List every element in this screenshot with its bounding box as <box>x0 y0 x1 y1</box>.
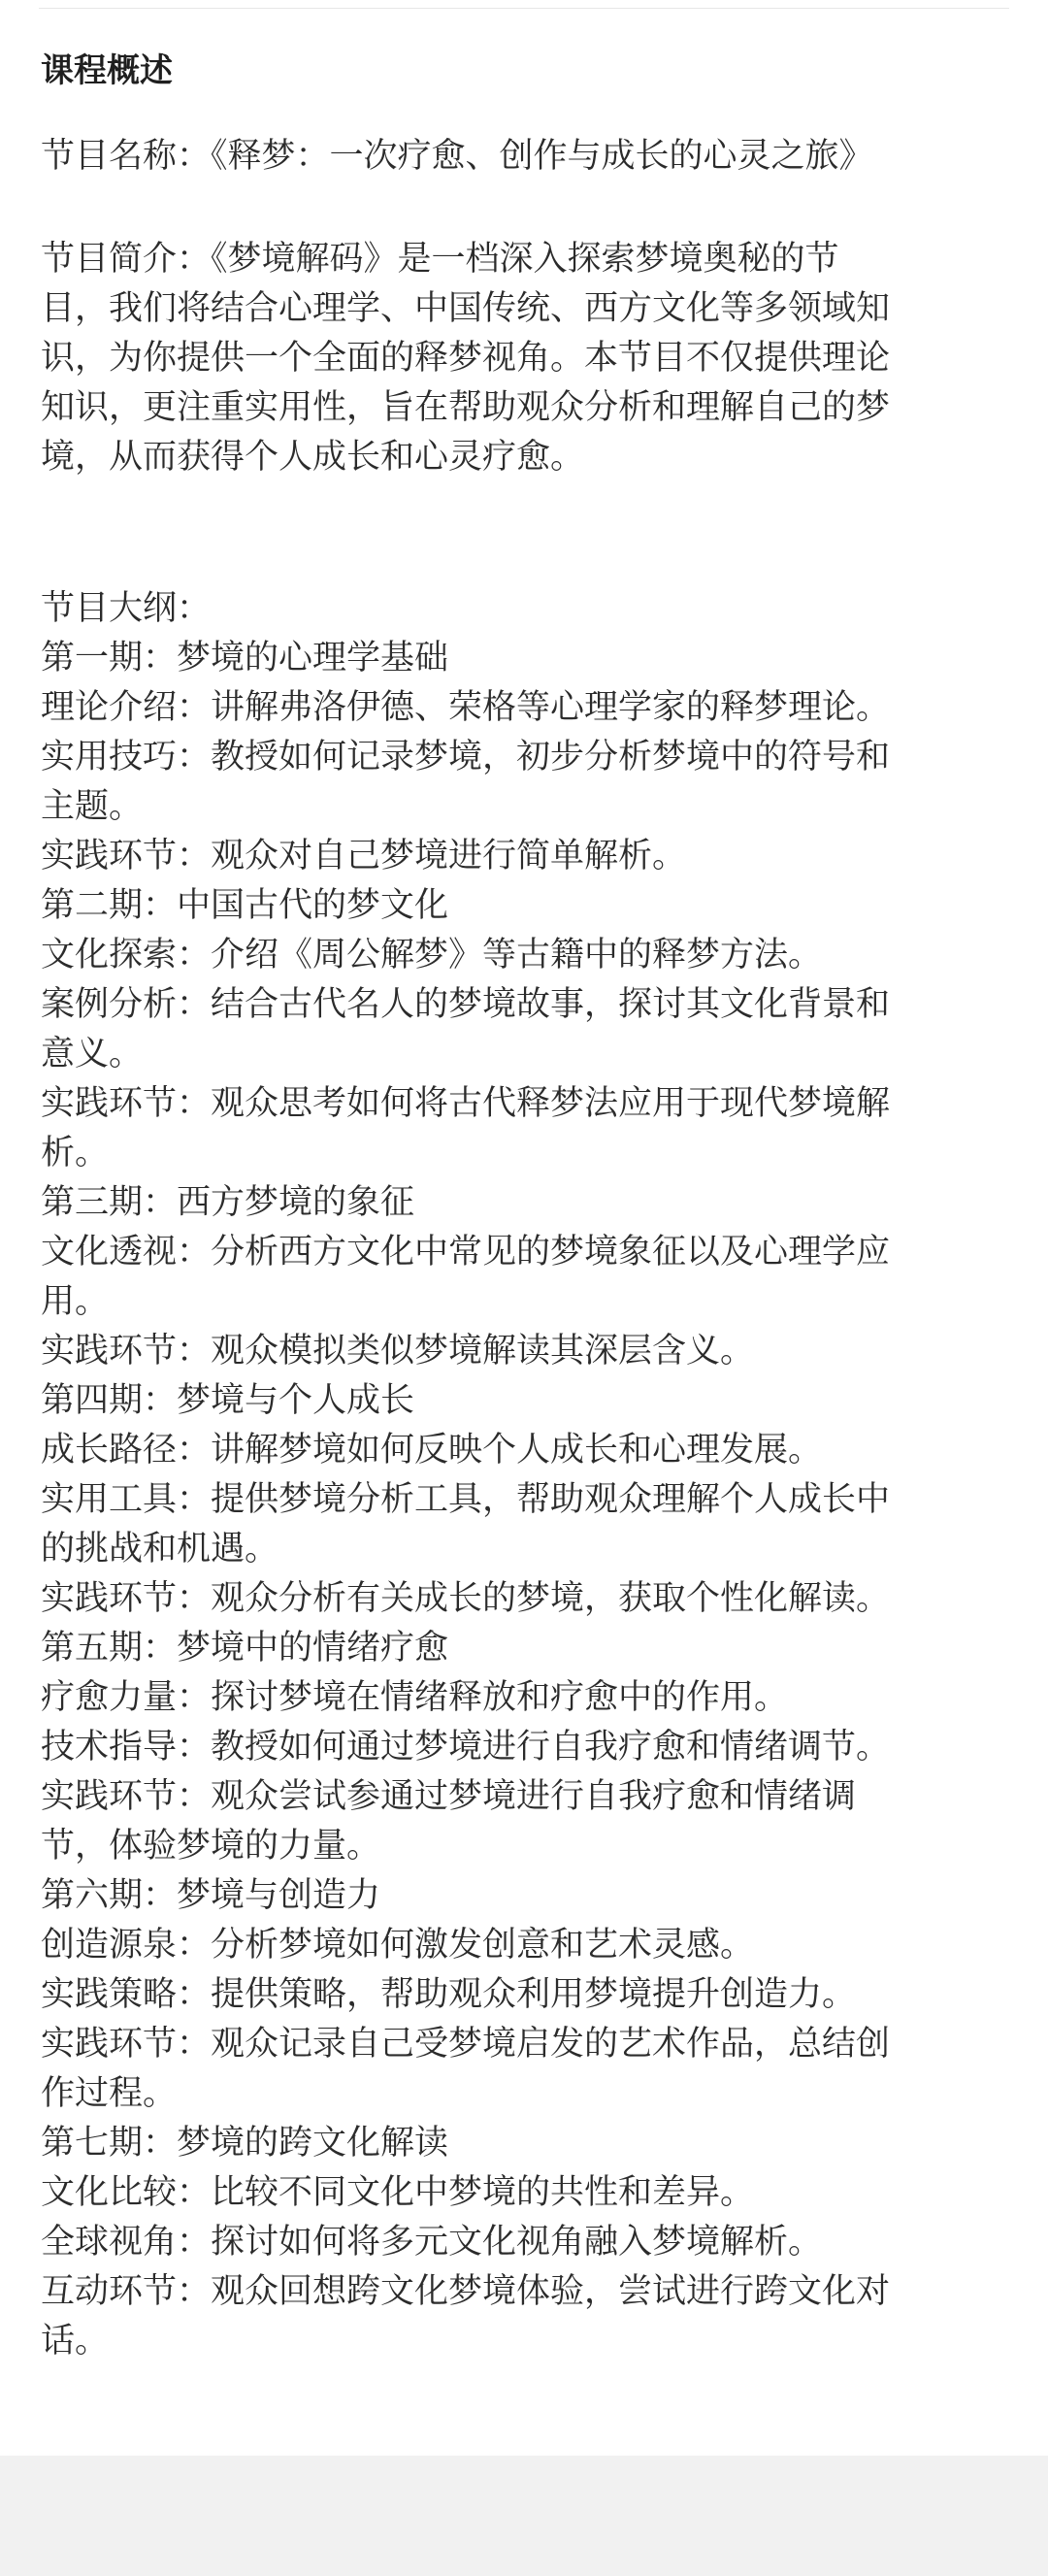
outline-line: 的挑战和机遇。 <box>41 1530 279 1569</box>
outline-line: 实用工具：提供梦境分析工具，帮助观众理解个人成长中 <box>41 1480 891 1519</box>
outline-line: 成长路径：讲解梦境如何反映个人成长和心理发展。 <box>41 1431 823 1470</box>
program-outline <box>41 584 1021 2366</box>
page-title: 课程概述 <box>41 51 173 90</box>
outline-line: 实践策略：提供策略，帮助观众利用梦境提升创造力。 <box>41 1975 857 2014</box>
program-intro <box>41 235 1021 482</box>
program-name: 节目名称：《释梦：一次疗愈、创作与成长的心灵之旅》 <box>41 137 873 176</box>
outline-line: 文化比较：比较不同文化中梦境的共性和差异。 <box>41 2173 755 2212</box>
outline-line: 意义。 <box>41 1035 144 1073</box>
outline-line: 实践环节：观众对自己梦境进行简单解析。 <box>41 837 687 875</box>
outline-line: 话。 <box>41 2322 110 2361</box>
outline-line: 节目大纲： <box>41 589 212 628</box>
outline-line: 疗愈力量：探讨梦境在情绪释放和疗愈中的作用。 <box>41 1678 789 1717</box>
outline-line: 实用技巧：教授如何记录梦境，初步分析梦境中的符号和 <box>41 738 891 776</box>
outline-line: 文化透视：分析西方文化中常见的梦境象征以及心理学应 <box>41 1233 891 1271</box>
outline-line: 第六期：梦境与创造力 <box>41 1876 381 1915</box>
outline-line: 实践环节：观众记录自己受梦境启发的艺术作品，总结创 <box>41 2025 891 2064</box>
intro-line: 节目简介：《梦境解码》是一档深入探索梦境奥秘的节 <box>41 240 839 279</box>
outline-line: 用。 <box>41 1282 110 1321</box>
outline-line: 第五期：梦境中的情绪疗愈 <box>41 1629 449 1668</box>
outline-line: 主题。 <box>41 787 144 826</box>
intro-line: 知识，更注重实用性，旨在帮助观众分析和理解自己的梦 <box>41 388 891 427</box>
outline-line: 实践环节：观众思考如何将古代释梦法应用于现代梦境解 <box>41 1084 891 1123</box>
outline-line: 创造源泉：分析梦境如何激发创意和艺术灵感。 <box>41 1926 755 1965</box>
outline-line: 第三期：西方梦境的象征 <box>41 1183 415 1222</box>
intro-line: 识，为你提供一个全面的释梦视角。本节目不仅提供理论 <box>41 339 891 378</box>
outline-line: 第一期：梦境的心理学基础 <box>41 639 449 677</box>
outline-line: 互动环节：观众回想跨文化梦境体验，尝试进行跨文化对 <box>41 2272 891 2311</box>
outline-line: 技术指导：教授如何通过梦境进行自我疗愈和情绪调节。 <box>41 1728 891 1767</box>
outline-line: 文化探索：介绍《周公解梦》等古籍中的释梦方法。 <box>41 936 823 974</box>
outline-line: 第七期：梦境的跨文化解读 <box>41 2124 449 2163</box>
top-divider <box>39 8 1009 9</box>
outline-line: 第四期：梦境与个人成长 <box>41 1381 415 1420</box>
outline-line: 全球视角：探讨如何将多元文化视角融入梦境解析。 <box>41 2223 823 2262</box>
outline-line: 理论介绍：讲解弗洛伊德、荣格等心理学家的释梦理论。 <box>41 688 891 727</box>
outline-line: 案例分析：结合古代名人的梦境故事，探讨其文化背景和 <box>41 985 891 1024</box>
outline-line: 第二期：中国古代的梦文化 <box>41 886 449 925</box>
outline-line: 实践环节：观众尝试参通过梦境进行自我疗愈和情绪调 <box>41 1777 857 1816</box>
intro-line: 目，我们将结合心理学、中国传统、西方文化等多领域知 <box>41 289 891 328</box>
outline-line: 作过程。 <box>41 2074 178 2113</box>
intro-line: 境，从而获得个人成长和心灵疗愈。 <box>41 438 585 477</box>
outline-line: 实践环节：观众模拟类似梦境解读其深层含义。 <box>41 1332 755 1371</box>
outline-line: 实践环节：观众分析有关成长的梦境，获取个性化解读。 <box>41 1579 891 1618</box>
outline-line: 节，体验梦境的力量。 <box>41 1827 381 1866</box>
outline-line: 析。 <box>41 1134 110 1172</box>
